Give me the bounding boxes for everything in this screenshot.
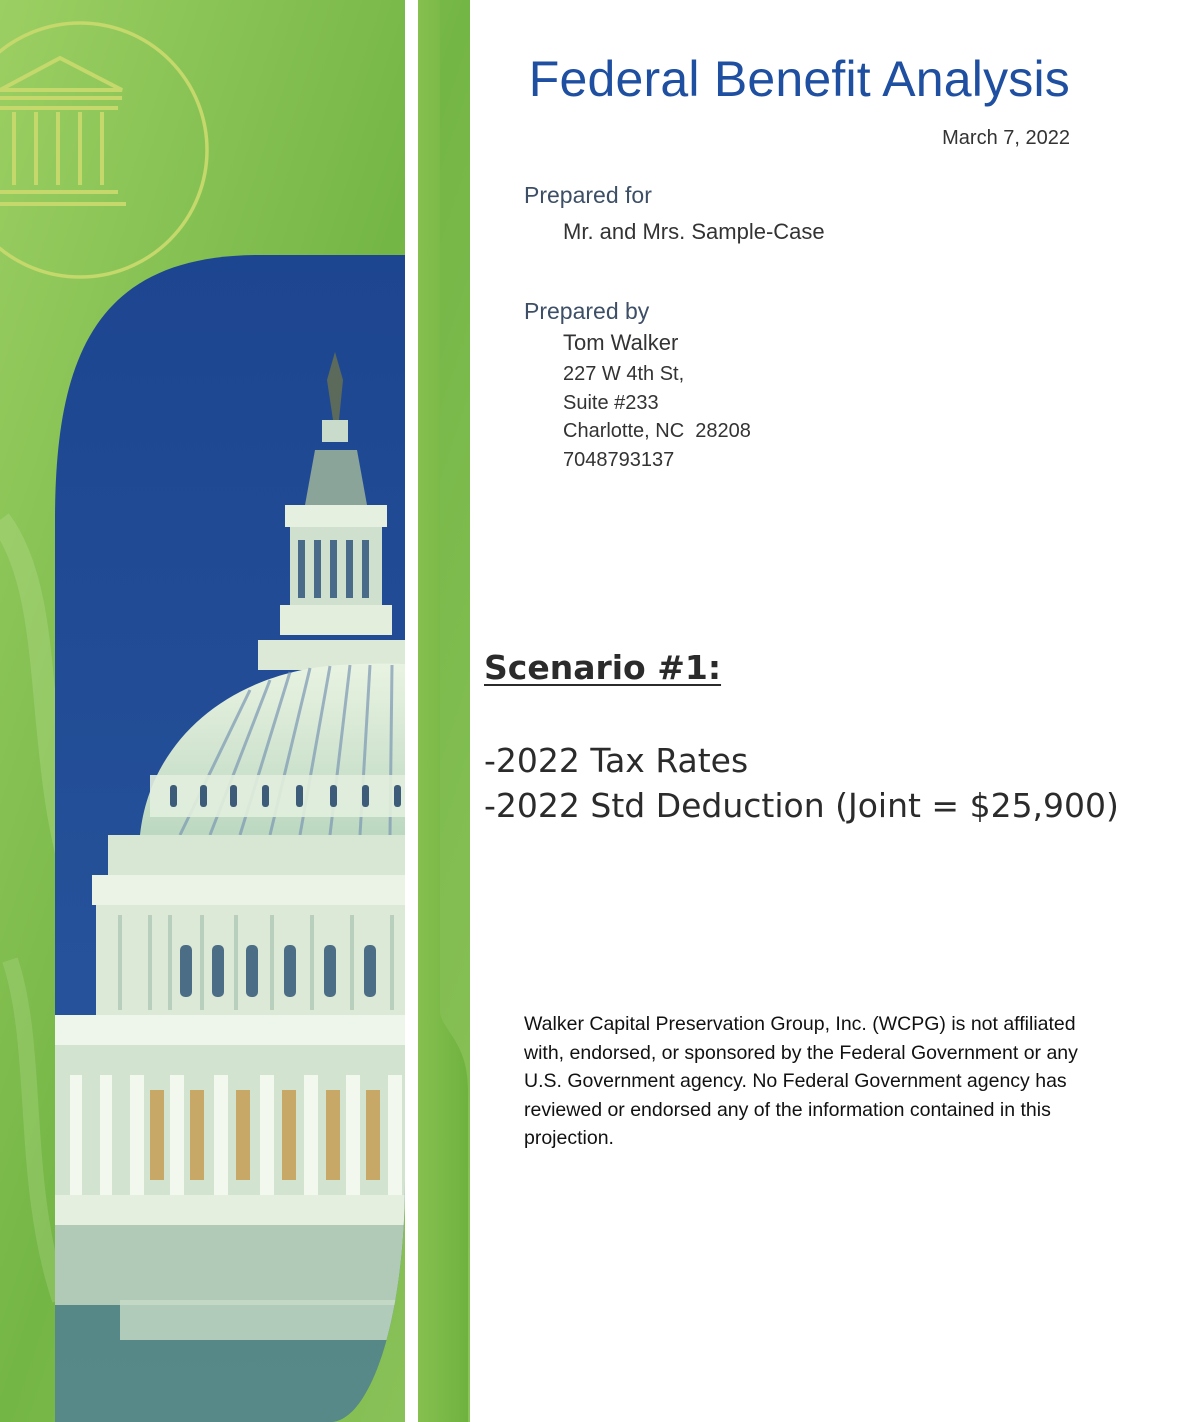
scenario-line: -2022 Std Deduction (Joint = $25,900) (484, 786, 1119, 825)
client-name: Mr. and Mrs. Sample-Case (563, 219, 825, 244)
advisor-address (563, 360, 751, 474)
address-line-1: 227 W 4th St, (563, 363, 685, 385)
prepared-by-label: Prepared by (524, 298, 650, 324)
report-title: Federal Benefit Analysis (528, 51, 1070, 107)
scenario-details (484, 738, 1119, 828)
prepared-for-label: Prepared for (524, 182, 652, 208)
scenario-title: Scenario #1: (484, 648, 722, 687)
report-date: March 7, 2022 (942, 127, 1070, 149)
advisor-name: Tom Walker (563, 330, 679, 355)
cover-artwork (0, 0, 470, 1422)
address-city-state-zip: Charlotte, NC 28208 (563, 420, 751, 442)
address-line-2: Suite #233 (563, 391, 659, 414)
scenario-line: -2022 Tax Rates (484, 741, 749, 780)
disclaimer-text: Walker Capital Preservation Group, Inc. (WCPG) is not affiliated with, endorsed, or sponsored by the Federal Government or any U.S. Government agency. No Federal Government agency has reviewed or endorsed any of the information contained in this projection. (524, 1013, 1078, 1150)
advisor-phone: 7048793137 (563, 448, 675, 471)
capitol-illustration (0, 0, 470, 1422)
